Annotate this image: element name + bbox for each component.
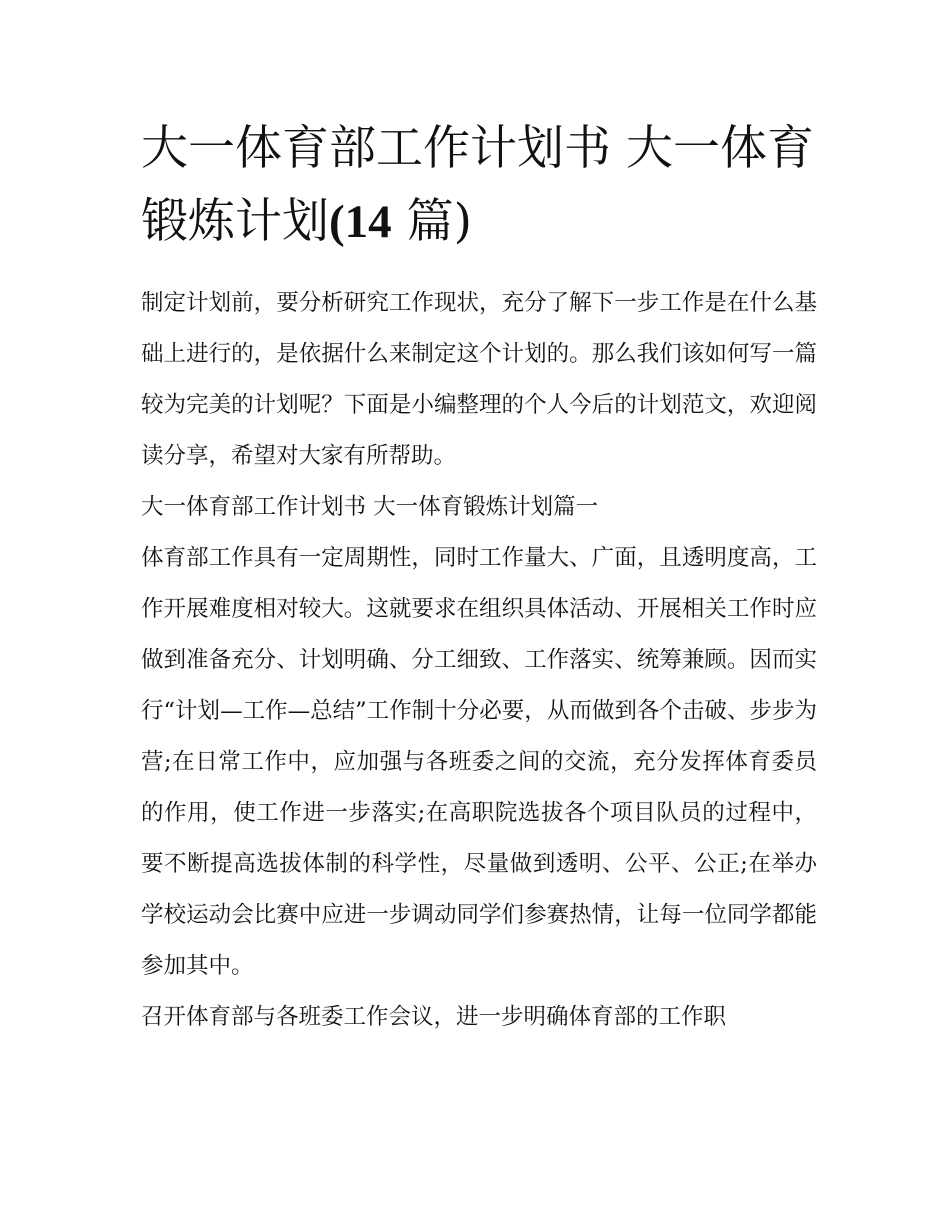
body-paragraph-continued: 召开体育部与各班委工作会议，进一步明确体育部的工作职 — [141, 1004, 727, 1030]
title-suffix: 篇) — [391, 194, 472, 249]
title-count: (14 — [329, 196, 392, 248]
body-paragraph: 体育部工作具有一定周期性，同时工作量大、广面，且透明度高，工作开展难度相对较大。这就要求在组织具体活动、开展相关工作时应做到准备充分、计划明确、分工细致、工作落实、统筹兼顾。因而实行“计划—工作—总结”工作制十分必要，从而做到各个击破、步步为营;在日常工作中，应加强与各班委之间的交流，充分发挥体育委员的作用，使工作进一步落实;在高职院选拔各个项目队员的过程中，要不断提高选拔体制的科学性，尽量做到透明、公平、公正;在举办学校运动会比赛中应进一步调动同学们参赛热情，让每一位同学都能参加其中。 — [141, 545, 817, 979]
document-title — [141, 112, 817, 259]
document-content — [141, 112, 817, 1043]
title-text: 大一体育部工作计划书 大一体育锻炼计划 — [141, 121, 814, 249]
section-heading: 大一体育部工作计划书 大一体育锻炼计划篇一 — [141, 494, 599, 520]
intro-paragraph: 制定计划前，要分析研究工作现状，充分了解下一步工作是在什么基础上进行的，是依据什么来制定这个计划的。那么我们该如何写一篇较为完美的计划呢？下面是小编整理的个人今后的计划范文，欢迎阅读分享，希望对大家有所帮助。 — [141, 290, 817, 469]
